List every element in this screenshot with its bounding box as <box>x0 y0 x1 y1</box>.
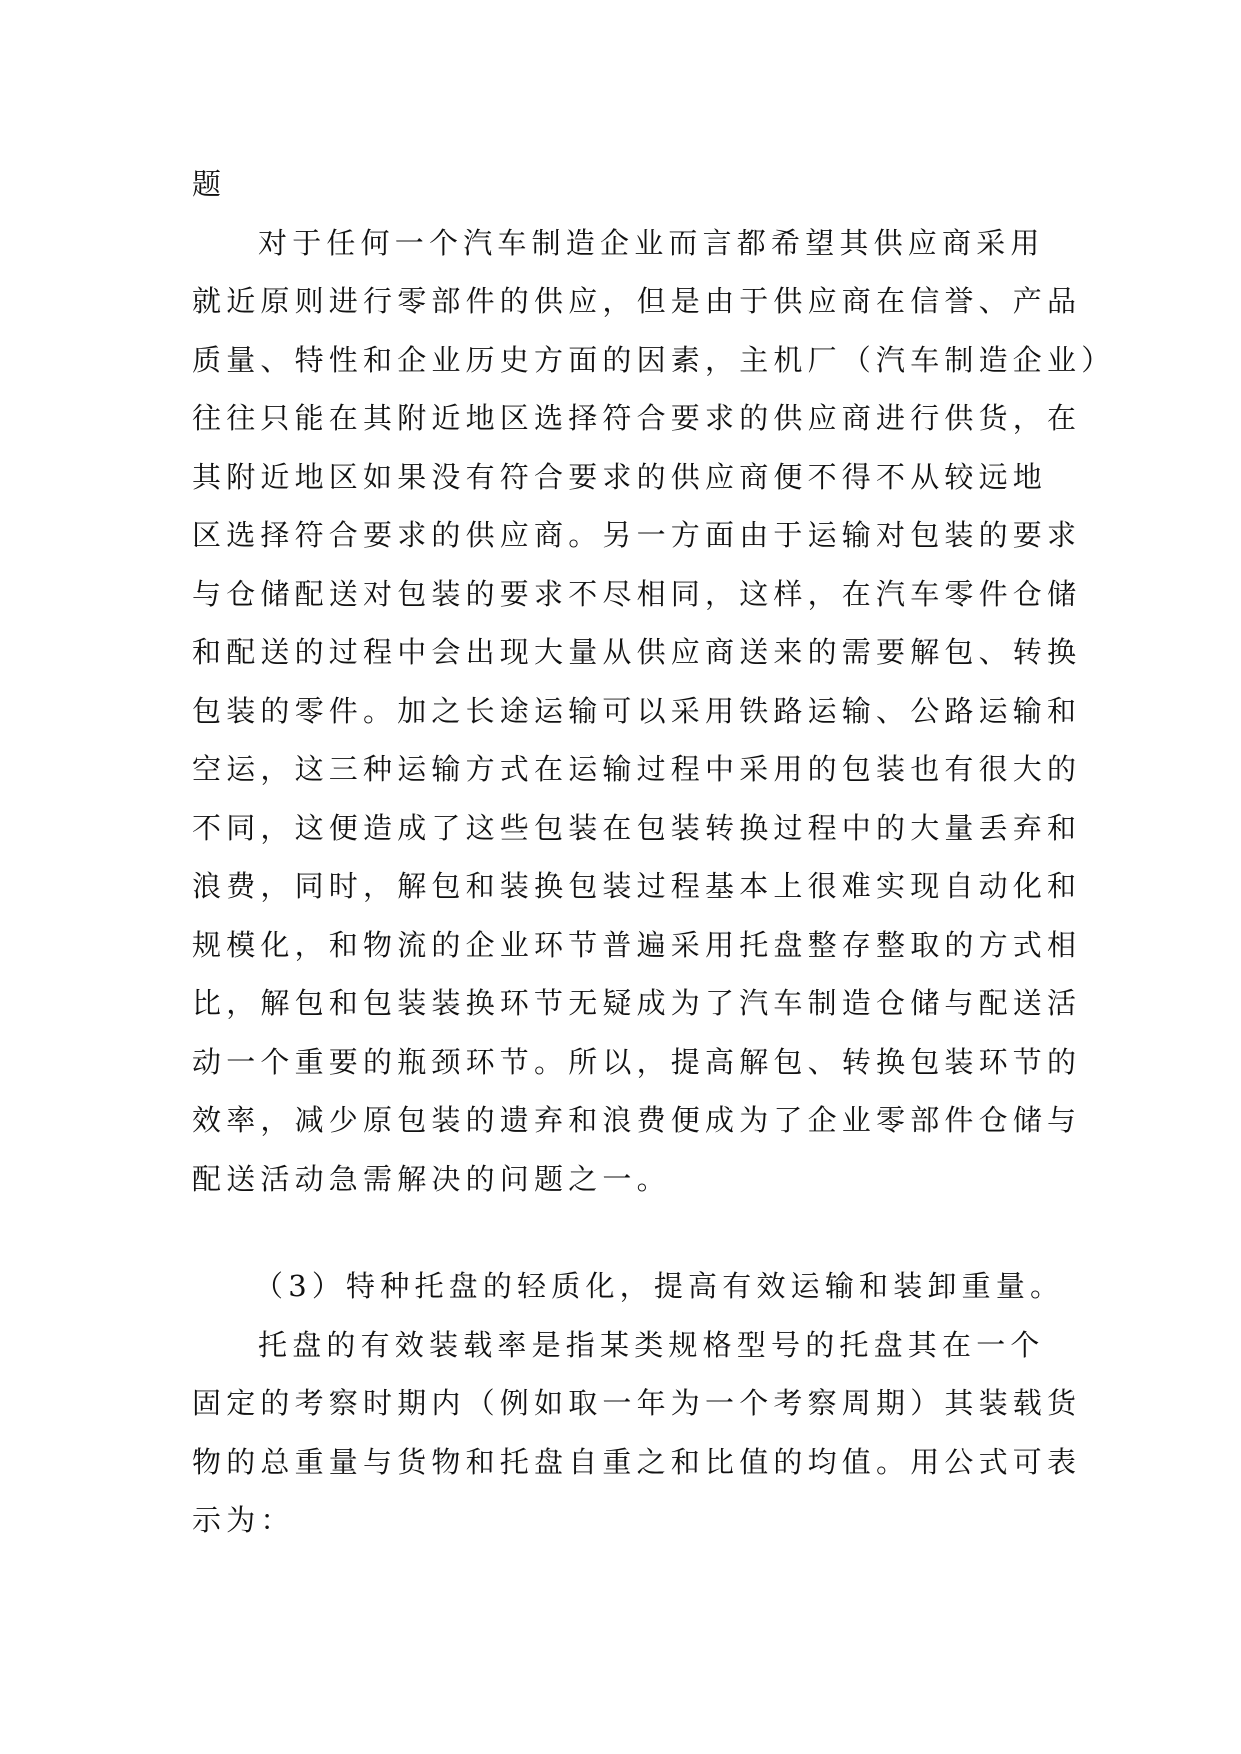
paragraph-1 <box>192 214 1116 1209</box>
paragraph-line: 效率，减少原包装的遗弃和浪费便成为了企业零部件仓储与 <box>192 1103 1082 1137</box>
paragraph-line: 托盘的有效装载率是指某类规格型号的托盘其在一个 <box>258 1327 1045 1362</box>
paragraph-line: 与仓储配送对包装的要求不尽相同，这样，在汽车零件仓储 <box>192 576 1082 611</box>
paragraph-2 <box>192 1316 1082 1550</box>
paragraph-line: 区选择符合要求的供应商。另一方面由于运输对包装的要求 <box>192 518 1082 552</box>
paragraph-line: 不同，这便造成了这些包装在包装转换过程中的大量丢弃和 <box>192 810 1082 845</box>
paragraph-line: 包装的零件。加之长途运输可以采用铁路运输、公路运输和 <box>192 693 1082 728</box>
paragraph-line: 浪费，同时，解包和装换包装过程基本上很难实现自动化和 <box>192 869 1082 903</box>
paragraph-line: 质量、特性和企业历史方面的因素，主机厂（汽车制造企业） <box>192 342 1116 377</box>
paragraph-line: 固定的考察时期内（例如取一年为一个考察周期）其装载货 <box>192 1386 1082 1420</box>
paragraph-line: 配送活动急需解决的问题之一。 <box>192 1161 671 1196</box>
paragraph-line: 比，解包和包装装换环节无疑成为了汽车制造仓储与配送活 <box>192 986 1082 1020</box>
paragraph-line: 往往只能在其附近地区选择符合要求的供应商进行供货，在 <box>192 401 1082 435</box>
paragraph-line: 和配送的过程中会出现大量从供应商送来的需要解包、转换 <box>192 635 1082 669</box>
body-text-top <box>192 155 1116 1208</box>
paragraph-line: 动一个重要的瓶颈环节。所以，提高解包、转换包装环节的 <box>192 1044 1082 1079</box>
paragraph-line: 其附近地区如果没有符合要求的供应商便不得不从较远地 <box>192 459 1048 494</box>
paragraph-line: 空运，这三种运输方式在运输过程中采用的包装也有很大的 <box>192 752 1082 786</box>
body-text-section <box>192 1257 1082 1550</box>
section-heading: （3）特种托盘的轻质化，提高有效运输和装卸重量。 <box>254 1269 1065 1303</box>
continuation-line: 题 <box>192 167 227 201</box>
paragraph-line: 就近原则进行零部件的供应，但是由于供应商在信誉、产品 <box>192 284 1082 318</box>
paragraph-line: 示为： <box>192 1503 295 1537</box>
paragraph-line: 对于任何一个汽车制造企业而言都希望其供应商采用 <box>258 225 1045 260</box>
paragraph-line: 规模化，和物流的企业环节普遍采用托盘整存整取的方式相 <box>192 927 1082 962</box>
paragraph-line: 物的总重量与货物和托盘自重之和比值的均值。用公式可表 <box>192 1444 1082 1479</box>
